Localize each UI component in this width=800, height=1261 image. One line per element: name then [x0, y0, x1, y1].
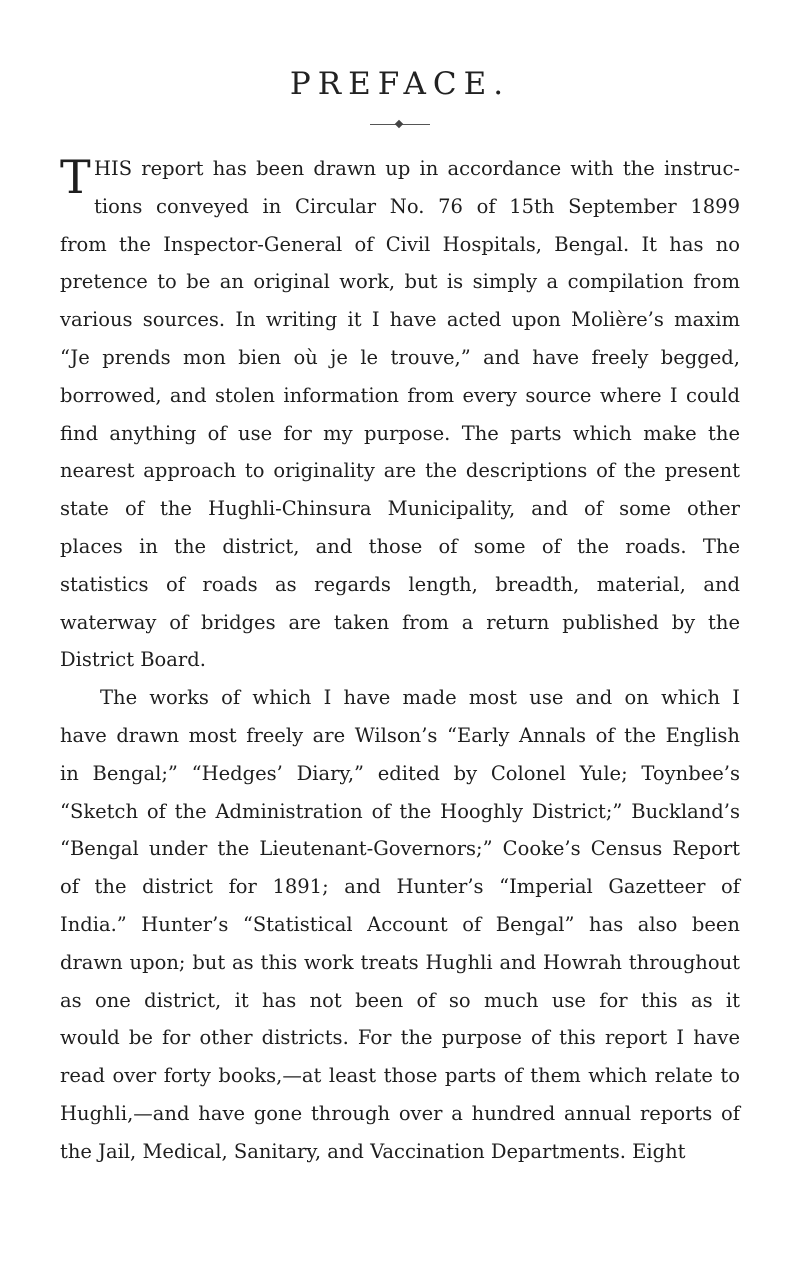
text-line: India.” Hunter’s “Statistical Account of Bengal” has also been	[60, 912, 740, 936]
text-line: read over forty books,—at least those parts of them which relate to	[60, 1064, 740, 1088]
preface-text	[60, 150, 740, 1171]
text-line: as one district, it has not been of so much use for this as it	[60, 988, 740, 1012]
text-line: tions conveyed in Circular No. 76 of 15th September 1899	[94, 194, 740, 218]
text-line: places in the district, and those of some of the roads. The	[60, 534, 740, 558]
text-line: find anything of use for my purpose. The parts which make the	[60, 421, 740, 445]
drop-cap: T	[60, 150, 91, 204]
rule-ornament	[395, 120, 403, 128]
text-line: District Board.	[60, 648, 206, 672]
text-line: of the district for 1891; and Hunter’s “Imperial Gazetteer of	[60, 875, 740, 899]
text-line: in Bengal;” “Hedges’ Diary,” edited by Colonel Yule; Toynbee’s	[60, 761, 740, 785]
text-line: would be for other districts. For the purpose of this report I have	[60, 1026, 740, 1050]
text-line: The works of which I have made most use and on which I	[100, 686, 740, 710]
text-line: “Je prends mon bien où je le trouve,” and have freely begged,	[60, 345, 740, 369]
text-line: state of the Hughli-Chinsura Municipality, and of some other	[60, 497, 740, 521]
text-line: waterway of bridges are taken from a return published by the	[60, 610, 740, 634]
text-line: from the Inspector-General of Civil Hospitals, Bengal. It has no	[60, 232, 740, 256]
page-title: PREFACE.	[289, 66, 511, 102]
text-line: “Sketch of the Administration of the Hooghly District;” Buckland’s	[60, 799, 740, 823]
text-line: HIS report has been drawn up in accordance with the instruc-	[94, 157, 740, 180]
text-line: various sources. In writing it I have acted upon Molière’s maxim	[60, 308, 740, 332]
text-line: “Bengal under the Lieutenant-Governors;” Cooke’s Census Report	[60, 837, 740, 861]
text-line: borrowed, and stolen information from every source where I could	[60, 383, 740, 407]
text-line: statistics of roads as regards length, breadth, material, and	[60, 572, 740, 596]
text-line: have drawn most freely are Wilson’s “Early Annals of the English	[60, 723, 740, 747]
text-line: nearest approach to originality are the descriptions of the present	[60, 459, 740, 483]
text-line: pretence to be an original work, but is simply a compilation from	[60, 270, 740, 294]
text-line: the Jail, Medical, Sanitary, and Vaccination Departments. Eight	[60, 1139, 686, 1163]
text-line: Hughli,—and have gone through over a hundred annual reports of	[60, 1101, 740, 1125]
text-line: drawn upon; but as this work treats Hughli and Howrah throughout	[60, 950, 740, 974]
